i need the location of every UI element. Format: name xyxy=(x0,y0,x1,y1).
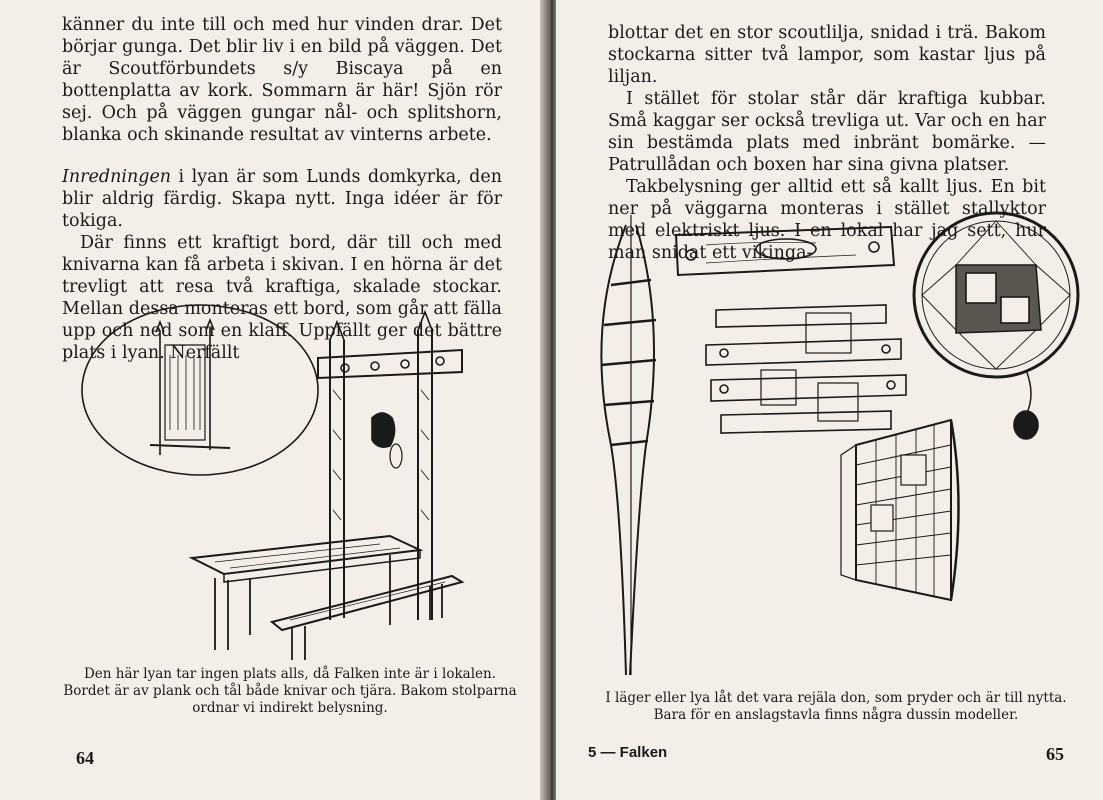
left-paragraph-1: känner du inte till och med hur vinden drar. Det börjar gunga. Det blir liv i en bild på väggen. Det är Scoutförbundets s/y Biscaya på en bottenplatta av kork. Sommarn är här! Sjön rör sej. Och på väggen gungar nål- och splitshorn, blanka och skinande resultat av vinterns arbete. xyxy=(62,15,502,145)
left-paragraph-3: Där finns ett kraftigt bord, där till och med knivarna kan få arbeta i skivan. I en hörna är det trevligt att resa två kraftiga, skalade stockar. Mellan dessa monteras ett bord, som går att fälla upp och ned som en klaff. Uppfällt ger det bättre plats i lyan. Nerfällt xyxy=(62,233,502,363)
left-paragraph-2 xyxy=(62,166,502,232)
page-number-left: 64 xyxy=(76,748,94,768)
right-caption: I läger eller lya låt det vara rejäla don, som pryder och är till nytta. Bara för en anslagstavla finns några dussin modeller. xyxy=(605,690,1067,723)
left-caption: Den här lyan tar ingen plats alls, då Falken inte är i lokalen. Bordet är av plank och tål både knivar och tjära. Bakom stolparna ordnar vi indirekt belysning. xyxy=(63,666,517,716)
bench-table-illustration xyxy=(0,300,548,660)
running-head: 5 — Falken xyxy=(588,744,668,761)
bulletin-boards-illustration xyxy=(556,205,1103,685)
page-number-right: 65 xyxy=(1046,744,1064,764)
left-page xyxy=(0,0,548,800)
right-paragraph-1: blottar det en stor scoutlilja, snidad i trä. Bakom stockarna sitter två lampor, som kastar ljus på liljan. xyxy=(608,23,1046,87)
right-page xyxy=(556,0,1103,800)
right-paragraph-3: Takbelysning ger alltid ett så kallt ljus. En bit ner på väggarna monteras i stället stallyktor med elektriskt ljus. I en lokal har jag sett, hur man snidat ett vikinga- xyxy=(608,177,1046,263)
right-paragraph-2: I stället för stolar står där kraftiga kubbar. Små kaggar ser också trevliga ut. Var och en har sin bestämda plats med inbränt bomärke. — Patrullådan och boxen har sina givna platser. xyxy=(608,89,1046,175)
left-paragraph-2-rest: i lyan är som Lunds domkyrka, den blir aldrig färdig. Skapa nytt. Inga idéer är för tokiga. xyxy=(62,167,502,231)
italic-lead-word: Inredningen xyxy=(62,167,172,187)
